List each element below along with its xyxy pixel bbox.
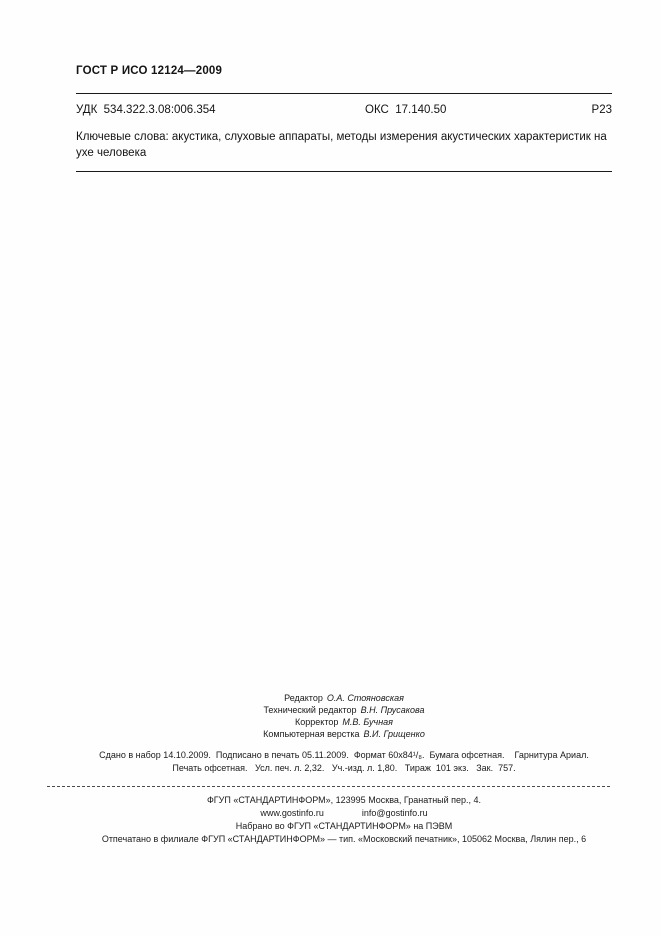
credit-name: В.И. Грищенко (363, 729, 425, 739)
udk-code: УДК 534.322.3.08:006.354 (76, 104, 216, 116)
credit-line-technical-editor (76, 704, 612, 716)
keywords-paragraph: Ключевые слова: акустика, слуховые аппараты, методы измерения акустических характеристик на ухе человека (76, 131, 607, 159)
publisher-address: ФГУП «СТАНДАРТИНФОРМ», 123995 Москва, Гранатный пер., 4. (206, 795, 482, 805)
printed-note: Отпечатано в филиале ФГУП «СТАНДАРТИНФОРМ» — тип. «Московский печатник», 105062 Москва, Лялин пер., 6 (101, 834, 587, 844)
credits-block (76, 692, 612, 740)
publisher-contacts (76, 807, 612, 820)
publisher-website: www.gostinfo.ru (260, 808, 324, 818)
credit-role: Компьютерная верстка (263, 729, 360, 739)
credit-line-layout (76, 728, 612, 740)
publisher-block (76, 794, 612, 846)
credit-role: Технический редактор (263, 705, 357, 715)
header-rule (76, 93, 612, 94)
typeset-note: Набрано во ФГУП «СТАНДАРТИНФОРМ» на ПЭВМ (235, 821, 453, 831)
credit-role: Редактор (284, 693, 323, 703)
publisher-email: info@gostinfo.ru (361, 808, 428, 818)
doc-number: ГОСТ Р ИСО 12124—2009 (76, 65, 223, 77)
credit-role: Корректор (295, 717, 339, 727)
credit-line-corrector (76, 716, 612, 728)
classification-row (76, 104, 612, 120)
credit-line-editor (76, 692, 612, 704)
imprint-block (76, 749, 612, 775)
credit-name: В.Н. Прусакова (360, 705, 425, 715)
imprint-line-1: Сдано в набор 14.10.2009. Подписано в печать 05.11.2009. Формат 60х84¹/₈. Бумага офсетная. Гарнитура Ариал. (99, 750, 589, 760)
credit-name: О.А. Стояновская (326, 693, 404, 703)
oks-code: ОКС 17.140.50 (365, 104, 447, 116)
imprint-line-2: Печать офсетная. Усл. печ. л. 2,32. Уч.-изд. л. 1,80. Тираж 101 экз. Зак. 757. (172, 763, 516, 773)
keywords-rule (76, 171, 612, 172)
colophon-dashed-rule (47, 786, 610, 787)
group-code: Р23 (591, 104, 612, 116)
credit-name: М.В. Бучная (342, 717, 393, 727)
